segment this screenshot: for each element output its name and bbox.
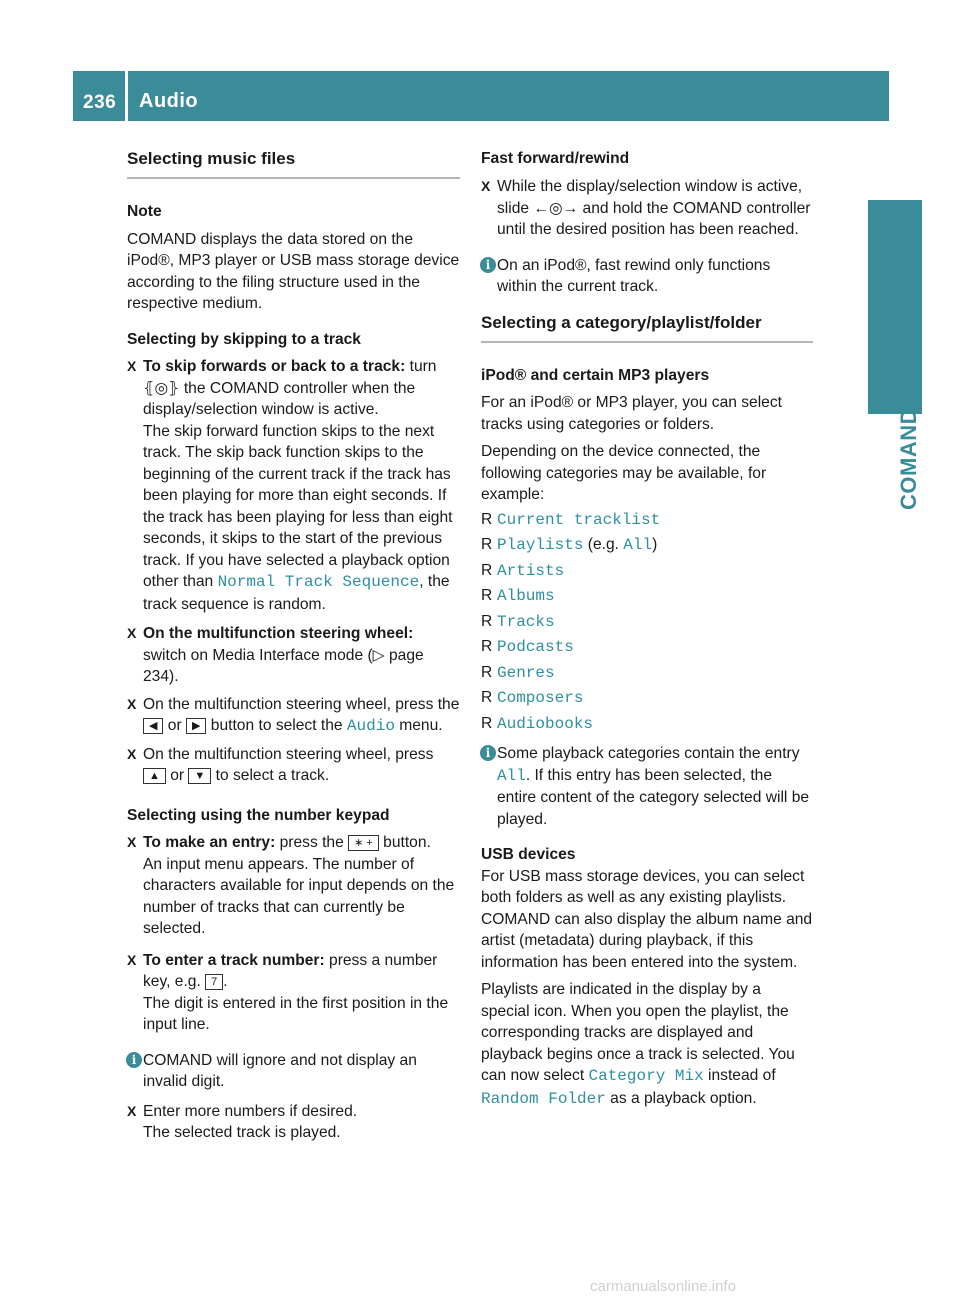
- step-arrow-icon: X: [127, 834, 137, 850]
- number-7-key-icon: 7: [205, 974, 223, 990]
- note-text: COMAND displays the data stored on the iPod®, MP3 player or USB mass storage device according to the filing structure used in the respective medium.: [127, 230, 460, 312]
- ipod-title: iPod® and certain MP3 players: [481, 366, 710, 384]
- list-item: R Artists: [481, 561, 565, 580]
- page-number: 236: [83, 92, 117, 113]
- step-arrow-icon: X: [127, 951, 137, 968]
- list-item: R Albums: [481, 587, 555, 605]
- left-column: [127, 148, 460, 1144]
- list-item: R Playlists (e.g. All): [481, 536, 658, 554]
- side-tab-label: COMAND: [896, 408, 921, 510]
- note-title: Note: [127, 203, 162, 220]
- usb-title: USB devices: [481, 846, 576, 863]
- heading-selecting-music-files: Selecting music files: [127, 148, 460, 179]
- info-icon: i: [480, 745, 496, 761]
- step-arrow-icon: X: [127, 1102, 137, 1119]
- step-make-entry: X To make an entry: press the ∗ + button. An input menu appears. The number of characters available for input depends on the number of tracks that can currently be selected.: [127, 834, 455, 937]
- ff-title: Fast forward/rewind: [481, 150, 630, 167]
- playlist-text: Playlists are indicated in the display by a special icon. When you open the playlist, the corresponding tracks are displayed and playback begins once a track is selected. You can now select Category Mix instead of Random Folder as a playback option.: [481, 981, 795, 1108]
- up-arrow-key-icon: ▲: [143, 768, 166, 784]
- info-fast-rewind: i On an iPod®, fast rewind only functions within the current track.: [481, 255, 813, 298]
- list-item: R Podcasts: [481, 638, 574, 656]
- ipod-text-2: Depending on the device connected, the following categories may be available, for example:: [481, 443, 767, 503]
- info-playback-categories: i Some playback categories contain the entry All. If this entry has been selected, the entire content of the category selected will be played.: [481, 743, 813, 830]
- info-icon: i: [480, 257, 496, 273]
- step-arrow-icon: X: [127, 625, 137, 641]
- info-icon: i: [126, 1052, 142, 1068]
- side-tab-label-box: [868, 408, 922, 510]
- ipod-text: For an iPod® or MP3 player, you can select tracks using categories or folders.: [481, 394, 782, 433]
- header-divider: [125, 71, 128, 121]
- step-arrow-icon: X: [127, 745, 137, 762]
- list-item: R Genres: [481, 663, 555, 682]
- right-arrow-key-icon: ▶: [186, 718, 206, 734]
- down-arrow-key-icon: ▼: [188, 768, 211, 784]
- step-skip: X To skip forwards or back to a track: turn ⦃◎⦄ the COMAND controller when the display/selection window is active. The skip forward function skips to the next track. The skip back function skips to the beginning of the current track if the track has been playing for more than eight seconds. If the track has been playing for less than eight seconds, it skips to the start of the previous track. If you have selected a playback option other than Normal Track Sequence, the track sequence is random.: [127, 358, 453, 613]
- list-item: R Tracks: [481, 612, 555, 631]
- step-arrow-icon: X: [127, 358, 137, 374]
- step-fast-forward: X While the display/selection window is active, slide ←◎→ and hold the COMAND controller until the desired position has been reached.: [481, 178, 811, 238]
- list-item: R Composers: [481, 689, 584, 707]
- step-audio-menu: X On the multifunction steering wheel, press the ◀ or ▶ button to select the Audio menu.: [127, 695, 460, 735]
- usb-text: For USB mass storage devices, you can select both folders as well as any existing playlists. COMAND can also display the album name and artist (metadata) during playback, if this information has been entered into the system.: [481, 867, 813, 971]
- footer-watermark: carmanualsonline.info: [590, 1278, 736, 1295]
- left-arrow-key-icon: ◀: [143, 718, 163, 734]
- keypad-title: Selecting using the number keypad: [127, 806, 390, 824]
- page-header: [73, 71, 889, 121]
- skip-title: Selecting by skipping to a track: [127, 330, 361, 348]
- step-more-numbers: X Enter more numbers if desired. The selected track is played.: [127, 1102, 358, 1141]
- list-item: R Audiobooks: [481, 714, 594, 733]
- step-arrow-icon: X: [481, 178, 491, 194]
- list-item: R Current tracklist: [481, 510, 661, 529]
- step-steering-wheel: X On the multifunction steering wheel: switch on Media Interface mode (▷ page 234).: [127, 625, 424, 685]
- step-enter-number: X To enter a track number: press a number key, e.g. 7 . The digit is entered in the first position in the input line.: [127, 951, 449, 1033]
- right-column: [481, 148, 813, 1110]
- step-select-track: X On the multifunction steering wheel, press ▲ or ▼ to select a track.: [127, 745, 434, 784]
- star-plus-key-icon: ∗ +: [348, 835, 379, 851]
- side-tab: [868, 200, 922, 414]
- section-title: Audio: [139, 90, 199, 112]
- step-arrow-icon: X: [127, 695, 137, 712]
- info-invalid-digit: i COMAND will ignore and not display an invalid digit.: [127, 1050, 460, 1093]
- heading-selecting-category: Selecting a category/playlist/folder: [481, 312, 813, 343]
